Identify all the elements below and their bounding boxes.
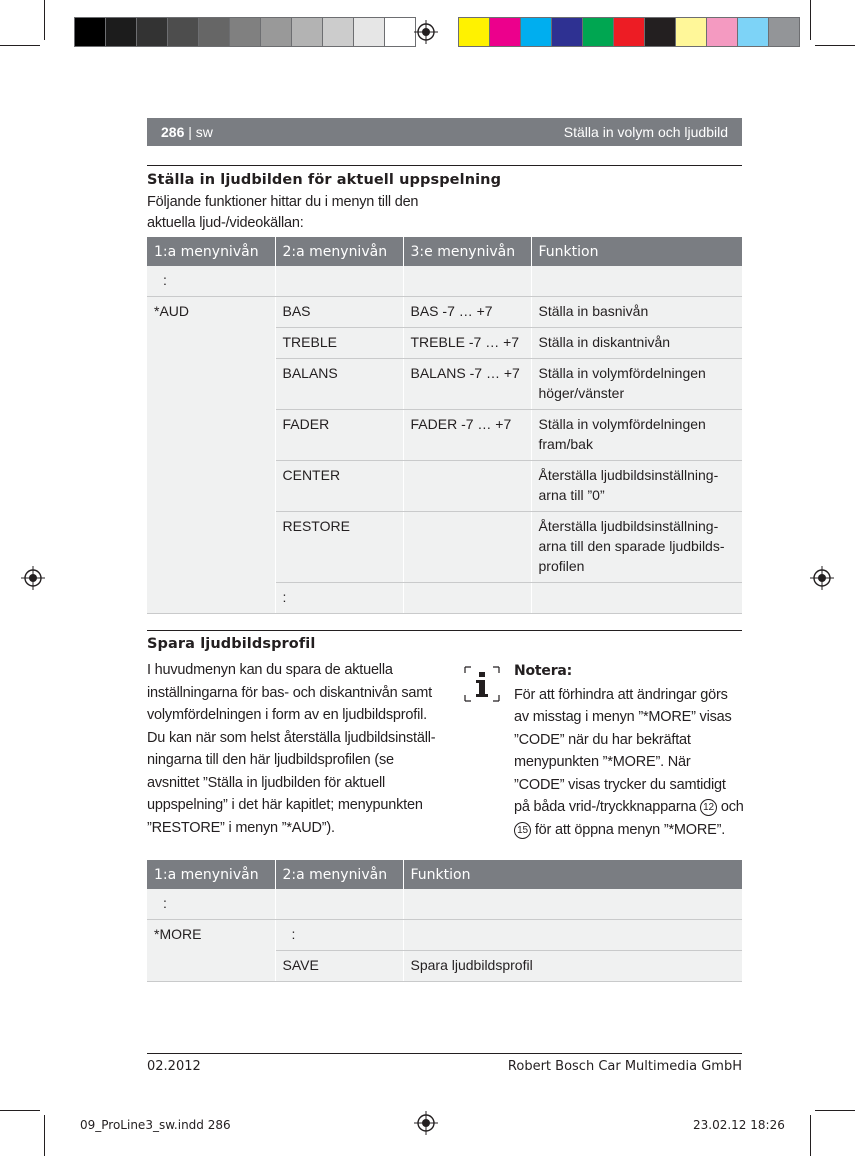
color-swatch bbox=[229, 17, 261, 47]
crop-mark bbox=[0, 45, 40, 46]
table-cell: TREBLE bbox=[275, 328, 403, 359]
footer-company: Robert Bosch Car Multimedia GmbH bbox=[507, 1059, 742, 1074]
color-swatch bbox=[706, 17, 738, 47]
table-cell: BALANS -7 … +7 bbox=[403, 359, 531, 410]
table-cell: : bbox=[275, 583, 403, 614]
color-swatch bbox=[384, 17, 416, 47]
table-header-row bbox=[147, 237, 742, 266]
gray-color-bar bbox=[74, 17, 415, 47]
process-color-bar bbox=[458, 17, 799, 47]
slug-file: 09_ProLine3_sw.indd 286 bbox=[80, 1118, 231, 1132]
column-header: 1:a menynivån bbox=[147, 860, 275, 889]
note-box bbox=[514, 660, 744, 841]
note-text: För att förhindra att ändringar görs av misstag i menyn ”*MORE” visas ”CODE” när du har bekräftat menypunkten ”*MORE”. När ”CODE” visas trycker du samtidigt på båda vrid-/tryckknapparna bbox=[514, 686, 732, 815]
table-cell: SAVE bbox=[275, 951, 403, 982]
language-code: sw bbox=[195, 124, 213, 140]
knob-number-badge: 12 bbox=[700, 799, 717, 816]
audio-settings-table bbox=[147, 237, 742, 614]
footer-date: 02.2012 bbox=[147, 1059, 201, 1074]
table-cell: Återställa ljudbildsinställning-arna till den sparade ljudbilds-profilen bbox=[531, 512, 742, 583]
table-cell bbox=[275, 889, 403, 920]
table-cell: Ställa in volymfördelningen höger/vänster bbox=[531, 359, 742, 410]
table-row bbox=[147, 297, 742, 328]
table-cell: : bbox=[147, 889, 275, 920]
table-cell: Ställa in basnivån bbox=[531, 297, 742, 328]
body-text: I huvudmenyn kan du spara de aktuella inställningarna för bas- och diskantnivån samt volymfördelningen i form av en ljudbildsprofil. Du kan när som helst återställa ljudbildsinställ-ningarna till den här ljudbildsprofilen (se avsnittet ”Ställa in ljudbilden för aktuell uppspelning” i det här kapitlet; menypunkten ”RESTORE” i menyn ”*AUD”). bbox=[147, 662, 436, 836]
crop-mark bbox=[44, 1115, 45, 1156]
color-swatch bbox=[768, 17, 800, 47]
note-title: Notera: bbox=[514, 663, 573, 679]
intro-line: Följande funktioner hittar du i menyn till den bbox=[147, 194, 419, 210]
color-swatch bbox=[458, 17, 490, 47]
table-cell bbox=[403, 889, 742, 920]
table-cell bbox=[403, 266, 531, 297]
column-header: 1:a menynivån bbox=[147, 237, 275, 266]
table-cell bbox=[403, 583, 531, 614]
color-swatch bbox=[105, 17, 137, 47]
table-row bbox=[147, 266, 742, 297]
color-swatch bbox=[260, 17, 292, 47]
section-rule bbox=[147, 165, 742, 166]
crop-mark bbox=[44, 0, 45, 40]
color-swatch bbox=[675, 17, 707, 47]
column-header: 2:a menynivån bbox=[275, 237, 403, 266]
table-cell: Återställa ljudbildsinställning-arna till ”0” bbox=[531, 461, 742, 512]
table-cell bbox=[531, 583, 742, 614]
column-header: Funktion bbox=[403, 860, 742, 889]
column-header: Funktion bbox=[531, 237, 742, 266]
color-swatch bbox=[737, 17, 769, 47]
registration-mark-icon bbox=[21, 566, 45, 590]
table-cell: Spara ljudbildsprofil bbox=[403, 951, 742, 982]
table-cell bbox=[403, 461, 531, 512]
table-cell bbox=[531, 266, 742, 297]
crop-mark bbox=[810, 0, 811, 40]
color-swatch bbox=[353, 17, 385, 47]
column-header: 3:e menynivån bbox=[403, 237, 531, 266]
more-menu-table bbox=[147, 860, 742, 982]
knob-number-badge: 15 bbox=[514, 822, 531, 839]
table-cell: FADER -7 … +7 bbox=[403, 410, 531, 461]
color-swatch bbox=[198, 17, 230, 47]
table-cell: BAS -7 … +7 bbox=[403, 297, 531, 328]
table-row bbox=[147, 889, 742, 920]
registration-mark-icon bbox=[414, 20, 438, 44]
slug-datetime: 23.02.12 18:26 bbox=[693, 1118, 785, 1132]
page-number: 286 bbox=[161, 124, 185, 140]
note-text: för att öppna menyn ”*MORE”. bbox=[534, 821, 726, 838]
crop-mark bbox=[815, 1110, 855, 1111]
section-heading: Ställa in ljudbilden för aktuell uppspelning bbox=[147, 172, 502, 188]
color-swatch bbox=[322, 17, 354, 47]
crop-mark bbox=[0, 1110, 40, 1111]
color-swatch bbox=[613, 17, 645, 47]
table-cell: *MORE bbox=[147, 920, 275, 982]
table-cell: FADER bbox=[275, 410, 403, 461]
color-swatch bbox=[489, 17, 521, 47]
intro-line: aktuella ljud-/videokällan: bbox=[147, 215, 304, 231]
color-swatch bbox=[291, 17, 323, 47]
footer-rule bbox=[147, 1053, 742, 1054]
intro-text bbox=[147, 192, 418, 234]
color-swatch bbox=[551, 17, 583, 47]
table-cell bbox=[403, 512, 531, 583]
column-header: 2:a menynivån bbox=[275, 860, 403, 889]
table-cell bbox=[275, 266, 403, 297]
table-cell: Ställa in volymfördelningen fram/bak bbox=[531, 410, 742, 461]
note-text: och bbox=[720, 799, 744, 815]
color-swatch bbox=[136, 17, 168, 47]
color-swatch bbox=[167, 17, 199, 47]
section-heading: Spara ljudbildsprofil bbox=[147, 636, 316, 652]
crop-mark bbox=[810, 1115, 811, 1156]
table-cell bbox=[403, 920, 742, 951]
section-title: Ställa in volym och ljudbild bbox=[563, 124, 728, 140]
table-cell: : bbox=[275, 920, 403, 951]
color-swatch bbox=[582, 17, 614, 47]
color-swatch bbox=[74, 17, 106, 47]
table-cell: RESTORE bbox=[275, 512, 403, 583]
header-page-info: 286 | sw bbox=[161, 124, 213, 140]
table-row bbox=[147, 920, 742, 951]
table-cell: BAS bbox=[275, 297, 403, 328]
table-header-row bbox=[147, 860, 742, 889]
table-cell: Ställa in diskantnivån bbox=[531, 328, 742, 359]
registration-mark-icon bbox=[414, 1111, 438, 1135]
color-swatch bbox=[644, 17, 676, 47]
table-cell: BALANS bbox=[275, 359, 403, 410]
table-cell: *AUD bbox=[147, 297, 275, 614]
crop-mark bbox=[815, 45, 855, 46]
color-swatch bbox=[520, 17, 552, 47]
table-cell: CENTER bbox=[275, 461, 403, 512]
info-icon bbox=[464, 666, 500, 702]
running-header bbox=[147, 118, 742, 146]
table-cell: : bbox=[147, 266, 275, 297]
registration-mark-icon bbox=[810, 566, 834, 590]
page-footer bbox=[147, 1059, 742, 1074]
table-cell: TREBLE -7 … +7 bbox=[403, 328, 531, 359]
section-rule bbox=[147, 630, 742, 631]
